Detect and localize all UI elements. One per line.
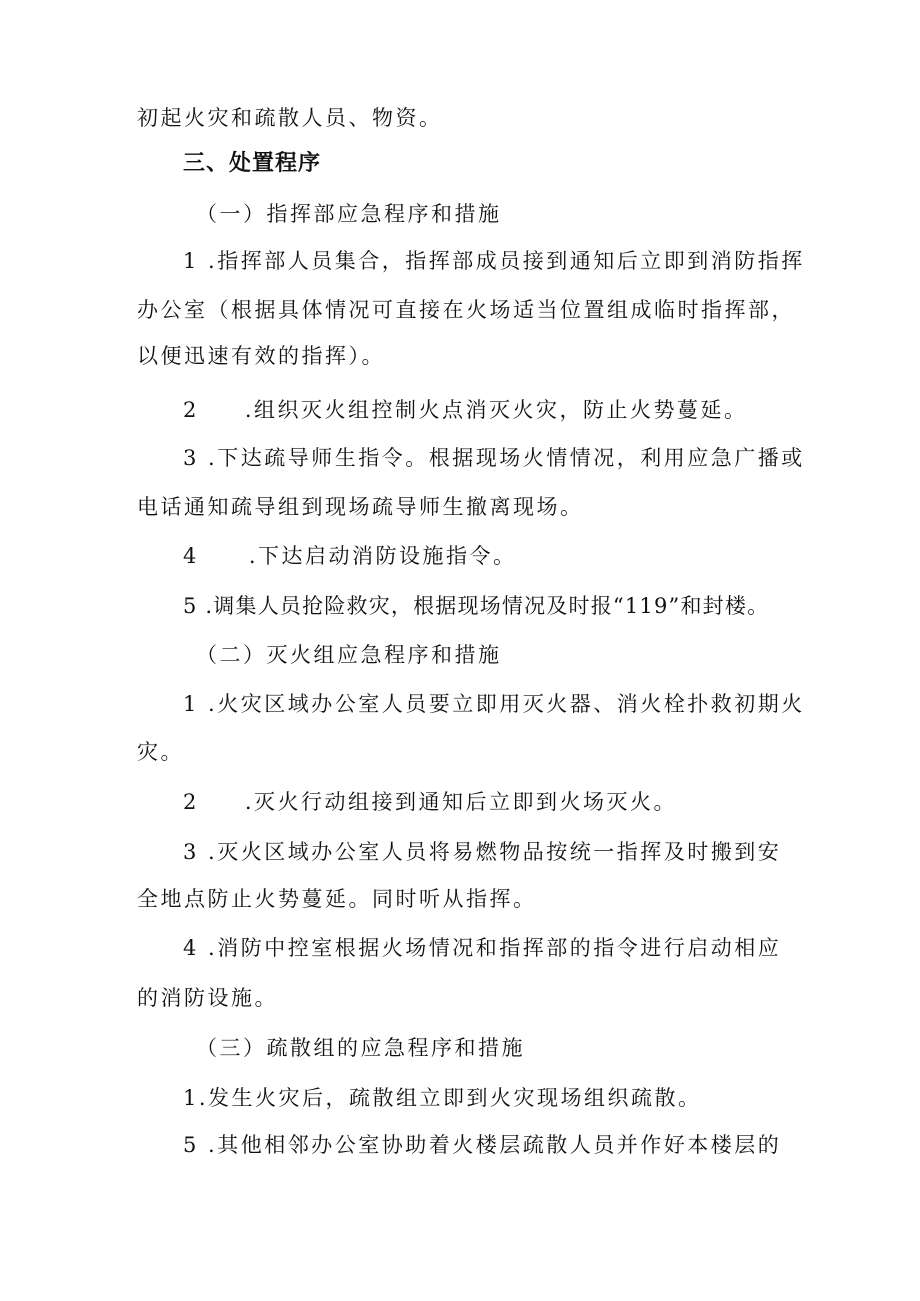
item-1b-line-1: 1 .火灾区域办公室人员要立即用灭火器、消火栓扑救初期火	[183, 692, 805, 716]
item-text: .下达启动消防设施指令。	[248, 544, 517, 568]
subsection-heading-2: （二）灭火组应急程序和措施	[196, 643, 502, 667]
item-1-line-3: 以便迅速有效的指挥）。	[137, 344, 385, 368]
item-1-line-1: 1 .指挥部人员集合，指挥部成员接到通知后立即到消防指挥	[183, 249, 805, 273]
item-4b-line-2: 的消防设施。	[137, 986, 278, 1010]
item-3b-line-2: 全地点防止火势蔓延。同时听从指挥。	[137, 887, 537, 911]
subsection-heading-3: （三）疏散组的应急程序和措施	[196, 1036, 525, 1060]
item-3-line-2: 电话通知疏导组到现场疏导师生撤离现场。	[137, 495, 584, 519]
item-1b-line-2: 灾。	[137, 740, 184, 764]
paragraph-continuation: 初起火灾和疏散人员、物资。	[137, 106, 443, 130]
item-2b	[183, 788, 677, 816]
item-1c: 1.发生火灾后，疏散组立即到火灾现场组织疏散。	[183, 1086, 702, 1110]
item-4	[183, 542, 517, 570]
item-number: 2	[183, 790, 199, 814]
section-heading: 三、处置程序	[183, 151, 322, 176]
item-3-line-1: 3 .下达疏导师生指令。根据现场火情情况，利用应急广播或	[183, 446, 805, 470]
item-number: 4	[183, 544, 199, 568]
item-text: .组织灭火组控制火点消灭火灾，防止火势蔓延。	[244, 398, 748, 422]
subsection-heading-1: （一）指挥部应急程序和措施	[196, 202, 502, 226]
item-2	[183, 396, 748, 424]
item-3b-line-1: 3 .灭火区域办公室人员将易燃物品按统一指挥及时搬到安	[183, 840, 782, 864]
item-1-line-2: 办公室（根据具体情况可直接在火场适当位置组成临时指挥部，	[137, 298, 795, 322]
item-5: 5 .调集人员抢险救灾，根据现场情况及时报“119”和封楼。	[183, 594, 770, 618]
item-number: 2	[183, 398, 199, 422]
item-5c: 5 .其他相邻办公室协助着火楼层疏散人员并作好本楼层的	[183, 1133, 782, 1157]
item-4b-line-1: 4 .消防中控室根据火场情况和指挥部的指令进行启动相应	[183, 936, 782, 960]
item-text: .灭火行动组接到通知后立即到火场灭火。	[244, 790, 678, 814]
